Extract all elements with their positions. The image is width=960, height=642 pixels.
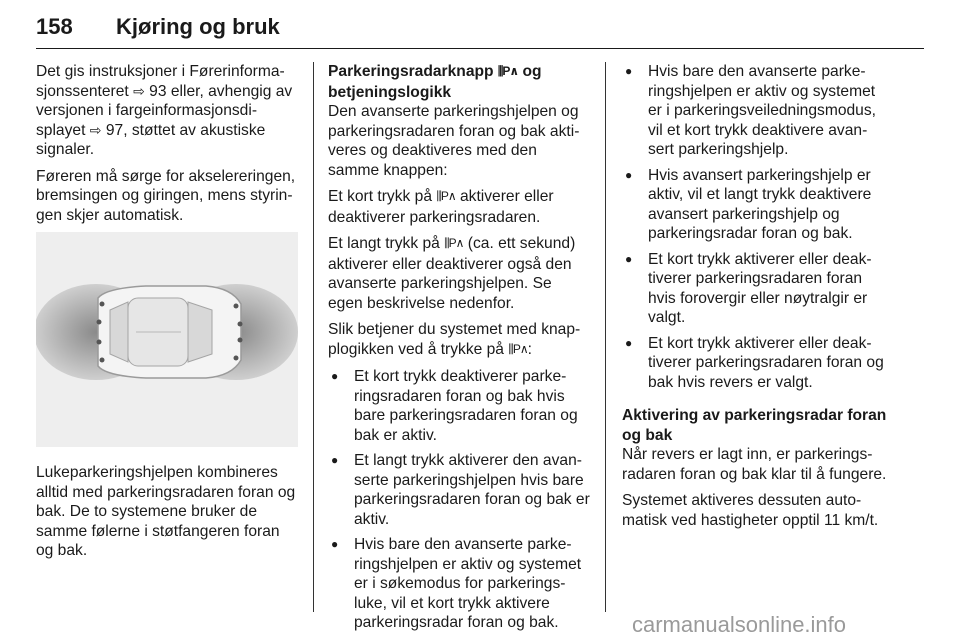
list-item: ● Hvis avansert parkeringshjelp er aktiv, vil et langt trykk deaktivere avansert parkeringshjelp og parkeringsradar foran og bak. [622,166,888,244]
list-item: ● Hvis bare den avanserte parkeringshjelpen er aktiv og systemet er i søkemodus for parkeringsluke, vil et kort trykk aktivere parkeringsradar foran og bak. [328,535,590,633]
column-divider [605,62,606,612]
list-item: ● Et kort trykk aktiverer eller deaktiverer parkeringsradaren foran og bak hvis revers er valgt. [622,334,888,393]
watermark: carmanualsonline.info [632,612,847,637]
text: Parkeringsradarknapp [328,63,498,80]
parking-sensor-icon: ⫼P∧ [436,189,456,203]
page-header [36,8,924,49]
page-ref-link[interactable]: 97 [105,121,124,139]
page-number: 158 [36,14,73,39]
bullet-list [328,367,590,633]
arrow-ref-icon: ⇨ [133,82,145,99]
list-item: ● Et kort trykk aktiverer eller deaktiverer parkeringsradaren foran hvis forovergir eller nøytralgir er valgt. [622,250,888,328]
text: Et langt trykk på [328,235,445,252]
section-heading: Aktivering av parkeringsradar foran og bak [622,407,887,444]
text: (ca. ett sekund) aktiverer eller deaktiverer også den avanserte parkeringshjelpen. Se egen beskrivelse nedenfor. [328,235,576,312]
paragraph [328,187,590,227]
page-title: Kjøring og bruk [116,14,280,39]
parking-sensor-icon: ⫼P∧ [444,236,464,250]
text: og betjeningslogikk [328,63,542,101]
car-icon [98,286,241,378]
paragraph: Føreren må sørge for akselereringen, bremsingen og giringen, mens styringen skjer automatisk. [36,167,296,224]
text: eller, avhengig av versjonen i fargeinformasjonsdisplayet [36,82,293,139]
list-item: ● Hvis bare den avanserte parkeringshjelpen er aktiv og systemet er i parkeringsveiledningsmodus, vil et kort trykk deaktivere avansert parkeringshjelp. [622,62,888,160]
text: Slik betjener du systemet med knapplogikken ved å trykke på [328,321,581,358]
column-left [36,62,298,568]
column-divider [313,62,314,612]
section-heading [328,62,590,102]
arrow-ref-icon: ⇨ [89,121,102,138]
car-sensor-diagram [36,232,298,447]
list-item: ● Et langt trykk aktiverer den avanserte parkeringshjelpen hvis bare parkeringsradaren foran og bak er aktiv. [328,451,590,529]
column-middle [328,62,590,639]
paragraph: Systemet aktiveres dessuten automatisk ved hastigheter opptil 11 km/t. [622,492,879,529]
bullet-list [622,62,888,392]
text: Et kort trykk på [328,188,437,205]
column-right [622,62,888,537]
paragraph: Når revers er lagt inn, er parkeringsradaren foran og bak klar til å fungere. [622,446,887,483]
text: , støttet av akustiske signaler. [36,121,266,158]
text: aktiverer eller deaktiverer parkeringsradaren. [328,188,554,226]
parking-sensor-icon: ⫼P∧ [508,341,528,356]
page-ref-link[interactable]: 93 [149,82,167,100]
paragraph [328,234,590,313]
text: Det gis instruksjoner i Førerinformasjonssenteret [36,63,285,100]
parking-sensor-icon: ⫼P∧ [497,64,519,78]
parking-sensor-illustration [36,232,298,447]
list-item: ● Et kort trykk deaktiverer parkeringsradaren foran og bak hvis bare parkeringsradaren foran og bak er aktiv. [328,367,590,445]
text: : [527,340,532,358]
paragraph [36,62,298,160]
paragraph: Den avanserte parkeringshjelpen og parkeringsradaren foran og bak aktiveres og deaktiveres med den samme knappen: [328,103,580,179]
paragraph [328,320,590,360]
paragraph: Lukeparkeringshjelpen kombineres alltid med parkeringsradaren foran og bak. De to systemene bruker de samme følerne i støtfangeren foran og bak. [36,464,296,559]
